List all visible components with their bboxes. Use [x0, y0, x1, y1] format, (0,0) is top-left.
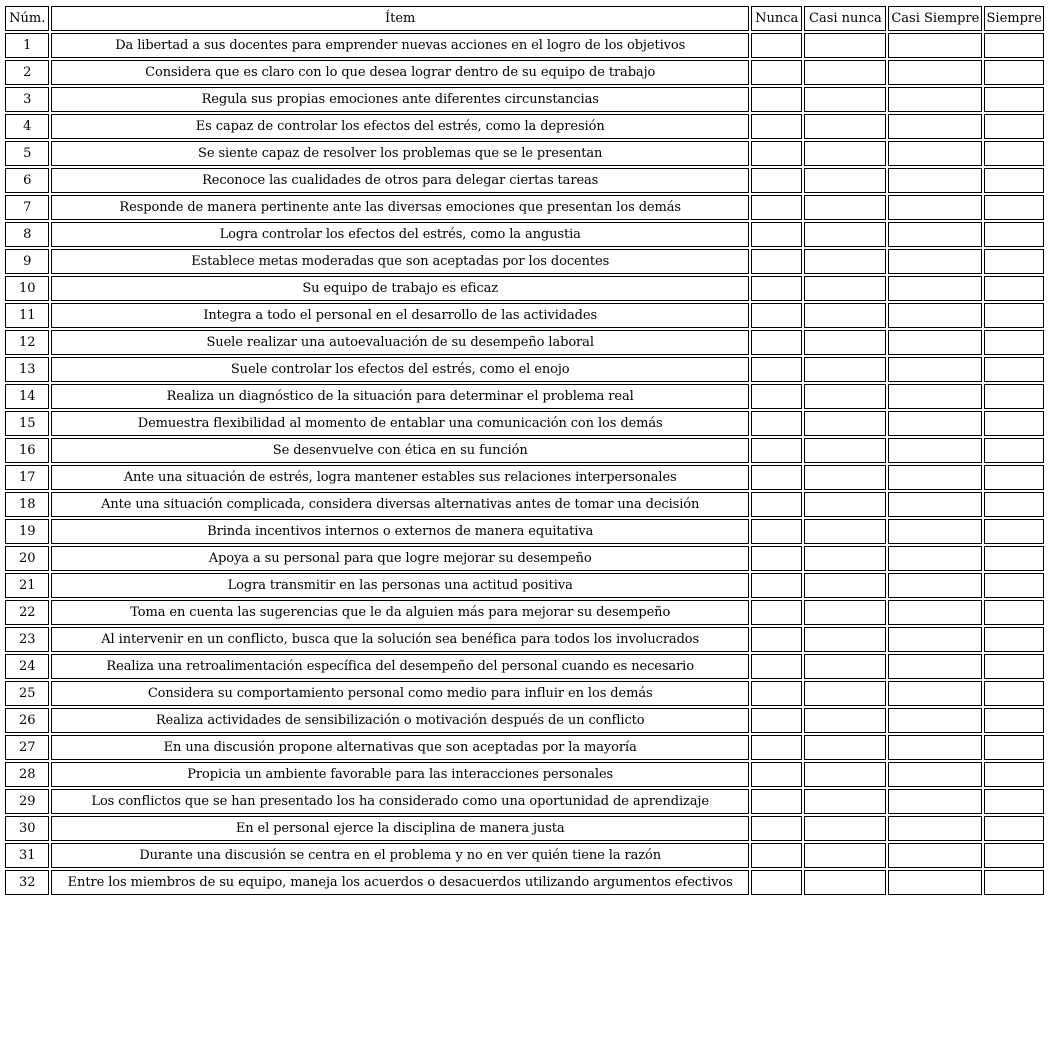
answer-cell-casi-nunca[interactable] [804, 600, 886, 625]
answer-cell-nunca[interactable] [751, 573, 803, 598]
item-text: Realiza actividades de sensibilización o motivación después de un conflicto [51, 708, 748, 733]
table-row [5, 681, 1044, 706]
answer-cell-casi-nunca[interactable] [804, 330, 886, 355]
answer-cell-casi-siempre[interactable] [888, 681, 982, 706]
item-text: En una discusión propone alternativas que son aceptadas por la mayoría [51, 735, 748, 760]
row-number: 28 [5, 762, 49, 787]
row-number: 19 [5, 519, 49, 544]
answer-cell-casi-nunca[interactable] [804, 546, 886, 571]
answer-cell-siempre[interactable] [984, 492, 1044, 517]
header-nunca: Nunca [751, 6, 803, 31]
item-text: Brinda incentivos internos o externos de manera equitativa [51, 519, 748, 544]
header-siempre: Siempre [984, 6, 1044, 31]
answer-cell-casi-nunca[interactable] [804, 438, 886, 463]
answer-cell-siempre[interactable] [984, 249, 1044, 274]
item-text: Considera su comportamiento personal como medio para influir en los demás [51, 681, 748, 706]
row-number: 7 [5, 195, 49, 220]
item-text: Propicia un ambiente favorable para las interacciones personales [51, 762, 748, 787]
table-row [5, 573, 1044, 598]
answer-cell-casi-nunca[interactable] [804, 789, 886, 814]
answer-cell-nunca[interactable] [751, 762, 803, 787]
table-row [5, 519, 1044, 544]
answer-cell-nunca[interactable] [751, 330, 803, 355]
answer-cell-siempre[interactable] [984, 546, 1044, 571]
item-text: Su equipo de trabajo es eficaz [51, 276, 748, 301]
row-number: 21 [5, 573, 49, 598]
answer-cell-siempre[interactable] [984, 303, 1044, 328]
answer-cell-siempre[interactable] [984, 330, 1044, 355]
answer-cell-casi-siempre[interactable] [888, 384, 982, 409]
answer-cell-casi-siempre[interactable] [888, 168, 982, 193]
item-text: Demuestra flexibilidad al momento de entablar una comunicación con los demás [51, 411, 748, 436]
answer-cell-casi-siempre[interactable] [888, 654, 982, 679]
row-number: 3 [5, 87, 49, 112]
item-text: Es capaz de controlar los efectos del estrés, como la depresión [51, 114, 748, 139]
answer-cell-casi-nunca[interactable] [804, 249, 886, 274]
answer-cell-nunca[interactable] [751, 384, 803, 409]
answer-cell-casi-nunca[interactable] [804, 60, 886, 85]
row-number: 20 [5, 546, 49, 571]
answer-cell-siempre[interactable] [984, 141, 1044, 166]
row-number: 15 [5, 411, 49, 436]
row-number: 5 [5, 141, 49, 166]
answer-cell-siempre[interactable] [984, 681, 1044, 706]
table-row [5, 492, 1044, 517]
table-row [5, 303, 1044, 328]
table-row [5, 627, 1044, 652]
table-row [5, 249, 1044, 274]
answer-cell-casi-nunca[interactable] [804, 411, 886, 436]
answer-cell-nunca[interactable] [751, 87, 803, 112]
answer-cell-siempre[interactable] [984, 789, 1044, 814]
item-text: Toma en cuenta las sugerencias que le da alguien más para mejorar su desempeño [51, 600, 748, 625]
table-row [5, 843, 1044, 868]
row-number: 10 [5, 276, 49, 301]
header-casi-siempre: Casi Siempre [888, 6, 982, 31]
answer-cell-siempre[interactable] [984, 411, 1044, 436]
row-number: 16 [5, 438, 49, 463]
item-text: Se desenvuelve con ética en su función [51, 438, 748, 463]
answer-cell-nunca[interactable] [751, 600, 803, 625]
answer-cell-nunca[interactable] [751, 546, 803, 571]
answer-cell-casi-nunca[interactable] [804, 168, 886, 193]
row-number: 1 [5, 33, 49, 58]
item-text: Realiza una retroalimentación específica del desempeño del personal cuando es necesario [51, 654, 748, 679]
answer-cell-nunca[interactable] [751, 222, 803, 247]
answer-cell-casi-siempre[interactable] [888, 546, 982, 571]
answer-cell-casi-nunca[interactable] [804, 519, 886, 544]
answer-cell-casi-siempre[interactable] [888, 870, 982, 895]
table-row [5, 600, 1044, 625]
header-item: Ítem [51, 6, 748, 31]
item-text: Se siente capaz de resolver los problemas que se le presentan [51, 141, 748, 166]
row-number: 6 [5, 168, 49, 193]
row-number: 12 [5, 330, 49, 355]
answer-cell-nunca[interactable] [751, 60, 803, 85]
row-number: 9 [5, 249, 49, 274]
table-row [5, 762, 1044, 787]
answer-cell-nunca[interactable] [751, 114, 803, 139]
answer-cell-casi-nunca[interactable] [804, 735, 886, 760]
answer-cell-casi-siempre[interactable] [888, 114, 982, 139]
item-text: Reconoce las cualidades de otros para delegar ciertas tareas [51, 168, 748, 193]
table-row [5, 168, 1044, 193]
answer-cell-casi-nunca[interactable] [804, 762, 886, 787]
header-casi-nunca: Casi nunca [804, 6, 886, 31]
answer-cell-siempre[interactable] [984, 573, 1044, 598]
answer-cell-casi-siempre[interactable] [888, 357, 982, 382]
answer-cell-nunca[interactable] [751, 870, 803, 895]
answer-cell-casi-nunca[interactable] [804, 276, 886, 301]
answer-cell-casi-siempre[interactable] [888, 141, 982, 166]
answer-cell-casi-nunca[interactable] [804, 654, 886, 679]
answer-cell-casi-siempre[interactable] [888, 573, 982, 598]
answer-cell-casi-nunca[interactable] [804, 141, 886, 166]
table-row [5, 114, 1044, 139]
row-number: 13 [5, 357, 49, 382]
row-number: 25 [5, 681, 49, 706]
answer-cell-siempre[interactable] [984, 60, 1044, 85]
answer-cell-siempre[interactable] [984, 708, 1044, 733]
item-text: En el personal ejerce la disciplina de manera justa [51, 816, 748, 841]
answer-cell-siempre[interactable] [984, 33, 1044, 58]
answer-cell-casi-siempre[interactable] [888, 222, 982, 247]
answer-cell-nunca[interactable] [751, 303, 803, 328]
row-number: 17 [5, 465, 49, 490]
item-text: Ante una situación de estrés, logra mantener estables sus relaciones interpersonales [51, 465, 748, 490]
answer-cell-nunca[interactable] [751, 195, 803, 220]
answer-cell-casi-siempre[interactable] [888, 330, 982, 355]
item-text: Durante una discusión se centra en el problema y no en ver quién tiene la razón [51, 843, 748, 868]
table-row [5, 60, 1044, 85]
answer-cell-nunca[interactable] [751, 843, 803, 868]
answer-cell-casi-siempre[interactable] [888, 249, 982, 274]
answer-cell-casi-nunca[interactable] [804, 816, 886, 841]
answer-cell-siempre[interactable] [984, 762, 1044, 787]
answer-cell-casi-siempre[interactable] [888, 816, 982, 841]
row-number: 26 [5, 708, 49, 733]
answer-cell-siempre[interactable] [984, 276, 1044, 301]
row-number: 31 [5, 843, 49, 868]
table-row [5, 708, 1044, 733]
answer-cell-nunca[interactable] [751, 141, 803, 166]
table-row [5, 384, 1044, 409]
table-row [5, 357, 1044, 382]
answer-cell-casi-nunca[interactable] [804, 195, 886, 220]
row-number: 18 [5, 492, 49, 517]
item-text: Ante una situación complicada, considera diversas alternativas antes de tomar una decisión [51, 492, 748, 517]
answer-cell-siempre[interactable] [984, 195, 1044, 220]
answer-cell-casi-siempre[interactable] [888, 465, 982, 490]
item-text: Entre los miembros de su equipo, maneja los acuerdos o desacuerdos utilizando argumentos efectivos [51, 870, 748, 895]
answer-cell-nunca[interactable] [751, 33, 803, 58]
answer-cell-casi-nunca[interactable] [804, 681, 886, 706]
item-text: Apoya a su personal para que logre mejorar su desempeño [51, 546, 748, 571]
answer-cell-siempre[interactable] [984, 357, 1044, 382]
table-row [5, 654, 1044, 679]
answer-cell-casi-siempre[interactable] [888, 438, 982, 463]
answer-cell-nunca[interactable] [751, 465, 803, 490]
answer-cell-casi-siempre[interactable] [888, 492, 982, 517]
answer-cell-casi-nunca[interactable] [804, 573, 886, 598]
answer-cell-nunca[interactable] [751, 411, 803, 436]
table-row [5, 411, 1044, 436]
answer-cell-siempre[interactable] [984, 816, 1044, 841]
table-row [5, 789, 1044, 814]
survey-body [5, 33, 1044, 895]
table-row [5, 141, 1044, 166]
answer-cell-casi-nunca[interactable] [804, 708, 886, 733]
table-row [5, 33, 1044, 58]
answer-cell-casi-siempre[interactable] [888, 708, 982, 733]
answer-cell-casi-siempre[interactable] [888, 33, 982, 58]
answer-cell-nunca[interactable] [751, 492, 803, 517]
header-row [5, 6, 1044, 31]
answer-cell-casi-nunca[interactable] [804, 465, 886, 490]
answer-cell-siempre[interactable] [984, 627, 1044, 652]
answer-cell-nunca[interactable] [751, 357, 803, 382]
answer-cell-siempre[interactable] [984, 465, 1044, 490]
answer-cell-siempre[interactable] [984, 600, 1044, 625]
answer-cell-casi-nunca[interactable] [804, 627, 886, 652]
header-num: Núm. [5, 6, 49, 31]
answer-cell-casi-nunca[interactable] [804, 114, 886, 139]
row-number: 24 [5, 654, 49, 679]
table-row [5, 87, 1044, 112]
answer-cell-nunca[interactable] [751, 654, 803, 679]
row-number: 32 [5, 870, 49, 895]
answer-cell-casi-nunca[interactable] [804, 222, 886, 247]
row-number: 30 [5, 816, 49, 841]
table-row [5, 222, 1044, 247]
answer-cell-nunca[interactable] [751, 627, 803, 652]
answer-cell-casi-nunca[interactable] [804, 33, 886, 58]
answer-cell-nunca[interactable] [751, 276, 803, 301]
answer-cell-casi-siempre[interactable] [888, 519, 982, 544]
answer-cell-nunca[interactable] [751, 681, 803, 706]
answer-cell-siempre[interactable] [984, 384, 1044, 409]
row-number: 22 [5, 600, 49, 625]
answer-cell-casi-nunca[interactable] [804, 492, 886, 517]
row-number: 27 [5, 735, 49, 760]
answer-cell-nunca[interactable] [751, 249, 803, 274]
answer-cell-casi-siempre[interactable] [888, 789, 982, 814]
answer-cell-casi-nunca[interactable] [804, 843, 886, 868]
answer-cell-casi-siempre[interactable] [888, 60, 982, 85]
answer-cell-casi-siempre[interactable] [888, 87, 982, 112]
table-row [5, 546, 1044, 571]
table-row [5, 276, 1044, 301]
answer-cell-nunca[interactable] [751, 168, 803, 193]
item-text: Al intervenir en un conflicto, busca que la solución sea benéfica para todos los involucrados [51, 627, 748, 652]
answer-cell-casi-siempre[interactable] [888, 843, 982, 868]
answer-cell-casi-siempre[interactable] [888, 735, 982, 760]
answer-cell-casi-nunca[interactable] [804, 357, 886, 382]
answer-cell-casi-siempre[interactable] [888, 195, 982, 220]
item-text: Da libertad a sus docentes para emprender nuevas acciones en el logro de los objetivos [51, 33, 748, 58]
answer-cell-casi-siempre[interactable] [888, 627, 982, 652]
table-row [5, 870, 1044, 895]
table-row [5, 438, 1044, 463]
answer-cell-nunca[interactable] [751, 816, 803, 841]
row-number: 29 [5, 789, 49, 814]
row-number: 2 [5, 60, 49, 85]
row-number: 23 [5, 627, 49, 652]
item-text: Suele controlar los efectos del estrés, como el enojo [51, 357, 748, 382]
answer-cell-siempre[interactable] [984, 114, 1044, 139]
answer-cell-siempre[interactable] [984, 870, 1044, 895]
answer-cell-nunca[interactable] [751, 735, 803, 760]
table-row [5, 465, 1044, 490]
answer-cell-nunca[interactable] [751, 519, 803, 544]
item-text: Establece metas moderadas que son aceptadas por los docentes [51, 249, 748, 274]
item-text: Regula sus propias emociones ante diferentes circunstancias [51, 87, 748, 112]
answer-cell-nunca[interactable] [751, 708, 803, 733]
answer-cell-siempre[interactable] [984, 519, 1044, 544]
answer-cell-siempre[interactable] [984, 843, 1044, 868]
answer-cell-siempre[interactable] [984, 438, 1044, 463]
item-text: Considera que es claro con lo que desea lograr dentro de su equipo de trabajo [51, 60, 748, 85]
item-text: Logra transmitir en las personas una actitud positiva [51, 573, 748, 598]
item-text: Los conflictos que se han presentado los ha considerado como una oportunidad de aprendizaje [51, 789, 748, 814]
answer-cell-casi-siempre[interactable] [888, 303, 982, 328]
answer-cell-siempre[interactable] [984, 735, 1044, 760]
row-number: 8 [5, 222, 49, 247]
answer-cell-casi-siempre[interactable] [888, 762, 982, 787]
answer-cell-siempre[interactable] [984, 654, 1044, 679]
answer-cell-casi-siempre[interactable] [888, 600, 982, 625]
answer-cell-nunca[interactable] [751, 789, 803, 814]
table-row [5, 735, 1044, 760]
row-number: 14 [5, 384, 49, 409]
table-row [5, 816, 1044, 841]
item-text: Realiza un diagnóstico de la situación para determinar el problema real [51, 384, 748, 409]
answer-cell-siempre[interactable] [984, 222, 1044, 247]
item-text: Responde de manera pertinente ante las diversas emociones que presentan los demás [51, 195, 748, 220]
table-row [5, 195, 1044, 220]
answer-cell-siempre[interactable] [984, 87, 1044, 112]
answer-cell-casi-nunca[interactable] [804, 870, 886, 895]
table-row [5, 330, 1044, 355]
answer-cell-siempre[interactable] [984, 168, 1044, 193]
row-number: 11 [5, 303, 49, 328]
answer-cell-casi-siempre[interactable] [888, 276, 982, 301]
survey-table [3, 4, 1046, 897]
answer-cell-casi-siempre[interactable] [888, 411, 982, 436]
answer-cell-nunca[interactable] [751, 438, 803, 463]
answer-cell-casi-nunca[interactable] [804, 384, 886, 409]
item-text: Logra controlar los efectos del estrés, como la angustia [51, 222, 748, 247]
answer-cell-casi-nunca[interactable] [804, 87, 886, 112]
item-text: Suele realizar una autoevaluación de su desempeño laboral [51, 330, 748, 355]
answer-cell-casi-nunca[interactable] [804, 303, 886, 328]
item-text: Integra a todo el personal en el desarrollo de las actividades [51, 303, 748, 328]
row-number: 4 [5, 114, 49, 139]
